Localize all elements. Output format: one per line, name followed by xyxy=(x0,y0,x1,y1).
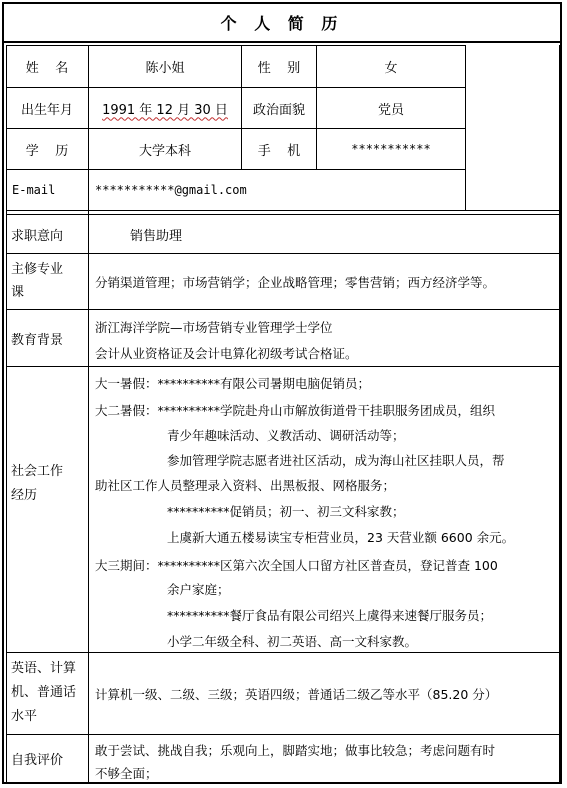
gender-value: 女 xyxy=(384,61,398,76)
gender-label: 性 别 xyxy=(257,61,301,76)
self-eval-line: 不够全面； xyxy=(95,766,158,781)
education-label: 教育背景 xyxy=(11,332,64,348)
birth-label: 出生年月 xyxy=(20,102,73,118)
row-line xyxy=(6,210,560,211)
row-line xyxy=(6,366,560,367)
page-title: 个 人 简 历 xyxy=(220,14,344,33)
education-line: 浙江海洋学院—市场营销专业管理学士学位 xyxy=(95,320,333,335)
social-line: 助社区工作人员整理录入资料、出黑板报、网格服务； xyxy=(95,478,396,493)
social-line: 青少年趣味活动、义教活动、调研活动等； xyxy=(167,428,405,443)
social-line: 上虞新大通五楼易读宝专柜营业员，23 天营业额 6600 余元。 xyxy=(167,530,515,545)
social-line: 小学二年级全科、初二英语、高一文科家教。 xyxy=(167,634,418,649)
job-intent-label: 求职意向 xyxy=(11,228,64,244)
name-value: 陈小姐 xyxy=(145,61,185,76)
political-label: 政治面貌 xyxy=(252,102,305,118)
job-intent-value: 销售助理 xyxy=(130,228,183,244)
social-line: **********餐厅食品有限公司绍兴上虞得来速餐厅服务员； xyxy=(167,608,493,623)
col-line xyxy=(559,45,560,783)
social-line: 大三期间：**********区第六次全国人口留方社区普查员，登记普查 100 xyxy=(95,558,498,573)
phone-value: *********** xyxy=(351,142,431,156)
title-divider xyxy=(2,41,562,43)
education-line: 会计从业资格证及会计电算化初级考试合格证。 xyxy=(95,346,358,361)
skills-label: 英语、计算 机、普通话 水平 xyxy=(11,661,77,724)
self-eval-label: 自我评价 xyxy=(11,753,64,768)
email-value: ***********@gmail.com xyxy=(95,183,247,197)
name-label: 姓 名 xyxy=(25,61,69,76)
social-line: 大二暑假：**********学院赴舟山市解放街道骨干挂职服务团成员，组织 xyxy=(95,403,496,418)
major-label: 主修专业 课 xyxy=(11,262,64,300)
social-label: 社会工作 经历 xyxy=(11,464,64,503)
row-line xyxy=(6,734,560,735)
col-line xyxy=(465,45,466,211)
social-line: **********促销员；初一、初三文科家教； xyxy=(167,504,405,519)
skills-value: 计算机一级、二级、三级；英语四级；普通话二级乙等水平（85.20 分） xyxy=(95,686,498,702)
row-line xyxy=(6,309,560,310)
row-line xyxy=(6,782,560,783)
social-line: 大一暑假：**********有限公司暑期电脑促销员； xyxy=(95,376,371,391)
phone-label: 手 机 xyxy=(257,143,301,159)
social-line: 余户家庭； xyxy=(167,582,230,597)
major-value: 分销渠道管理；市场营销学；企业战略管理；零售营销；西方经济学等。 xyxy=(95,274,496,290)
email-label: E-mail xyxy=(12,183,56,197)
education-level-value: 大学本科 xyxy=(138,143,191,159)
education-level-label: 学 历 xyxy=(25,143,69,159)
birth-value: 1991 年 12 月 30 日 xyxy=(102,102,228,118)
political-value: 党员 xyxy=(377,102,404,118)
self-eval-line: 敢于尝试、挑战自我；乐观向上，脚踏实地；做事比较急；考虑问题有时 xyxy=(95,743,496,758)
social-line: 参加管理学院志愿者进社区活动，成为海山社区挂职人员，帮 xyxy=(167,453,505,468)
